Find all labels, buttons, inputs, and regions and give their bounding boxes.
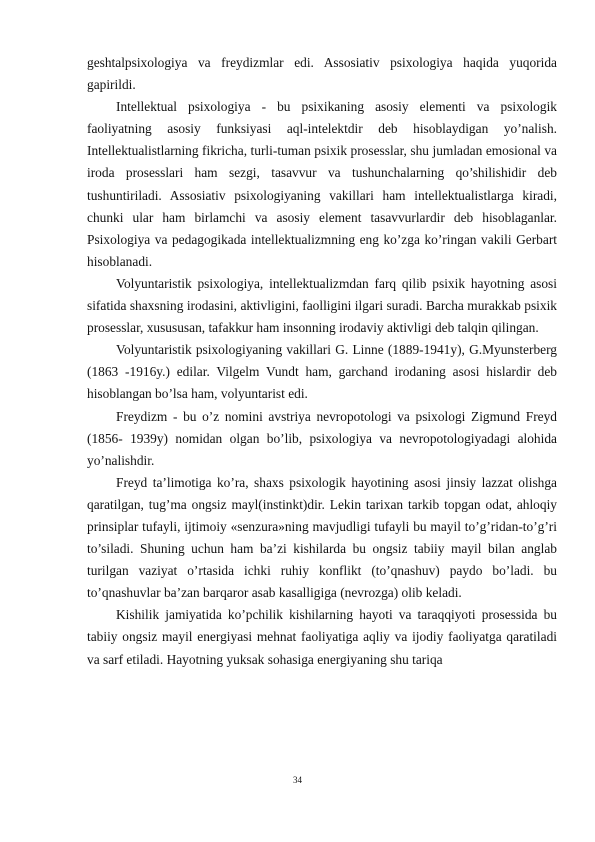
paragraph-society-energy: Kishilik jamiyatida ko’pchilik kishilarning hayoti va taraqqiyoti prosessida bu tabiiy ongsiz mayil energiyasi mehnat faoliyatiga aqliy va ijodiy faoliyatga qaratiladi va sarf etiladi. Hayotning yuksak sohasiga energiyaning shu tariqa [87, 607, 557, 667]
paragraph-freud-theory: Freyd ta’limotiga ko’ra, shaxs psixologik hayotining asosi jinsiy lazzat olishga qaratilgan, tug’ma ongsiz mayl(instinkt)dir. Lekin tarixan tarkib topgan odat, ahloqiy prinsiplar tufayli, ijtimoiy «senzura»ning mavjudligi tufayli bu mayil to’g’ridan-to’g’ri to’siladi. Shuning uchun ham ba’zi kishilarda bu ongsiz tabiiy mayil bilan anglab turilgan vaziyat o’rtasida ichki ruhiy konflikt (to’qnashuv) paydo bo’ladi. bu to’qnashuvlar ba’zan barqaror asab kasalligiga (nevrozga) olib keladi. [87, 474, 557, 601]
page-number: 34 [293, 775, 302, 785]
paragraph-freudism-definition: Freydizm - bu o’z nomini avstriya nevropotologi va psixologi Zigmund Freyd (1856- 1939y) nomidan olgan bo’lib, psixologiya va nevropotologiyadagi alohida yo’nalishdir. [87, 408, 557, 468]
paragraph-intellectual-psychology: Intellektual psixologiya - bu psixikaning asosiy elementi va psixologik faoliyatning asosiy funksiyasi aql-intelektdir deb hisoblaydigan yo’nalish. Intellektualistlarning fikricha, turli-tuman psixik prosesslar, shu jumladan emosional va iroda prosesslari ham sezgi, tasavvur va tushunchalarning qo’shilishidir deb tushuntiriladi. Assosiativ psixologiyaning vakillari ham intellektualistlarga kiradi, chunki ular ham birlamchi va asosiy element tasavvurlardir deb hisoblaganlar. Psixologiya va pedagogikada intellektualizmning eng ko’zga ko’ringan vakili Gerbart hisoblanadi. [87, 99, 557, 269]
paragraph-continuation: geshtalpsixologiya va freydizmlar edi. Assosiativ psixologiya haqida yuqorida gapirildi. [87, 55, 557, 93]
paragraph-voluntaristic-representatives: Volyuntaristik psixologiyaning vakillari G. Linne (1889-1941y), G.Myunsterberg (1863 -1916y.) edilar. Vilgelm Vundt ham, garchand irodaning asosi hislardir deb hisoblangan bo’lsa ham, volyuntarist edi. [87, 342, 557, 402]
document-body [87, 52, 557, 671]
paragraph-voluntaristic-psychology: Volyuntaristik psixologiya, intellektualizmdan farq qilib psixik hayotning asosi sifatida shaxsning irodasini, aktivligini, faolligini ilgari suradi. Barcha murakkab psixik prosesslar, xusususan, tafakkur ham insonning irodaviy aktivligi deb talqin qilingan. [87, 275, 557, 336]
